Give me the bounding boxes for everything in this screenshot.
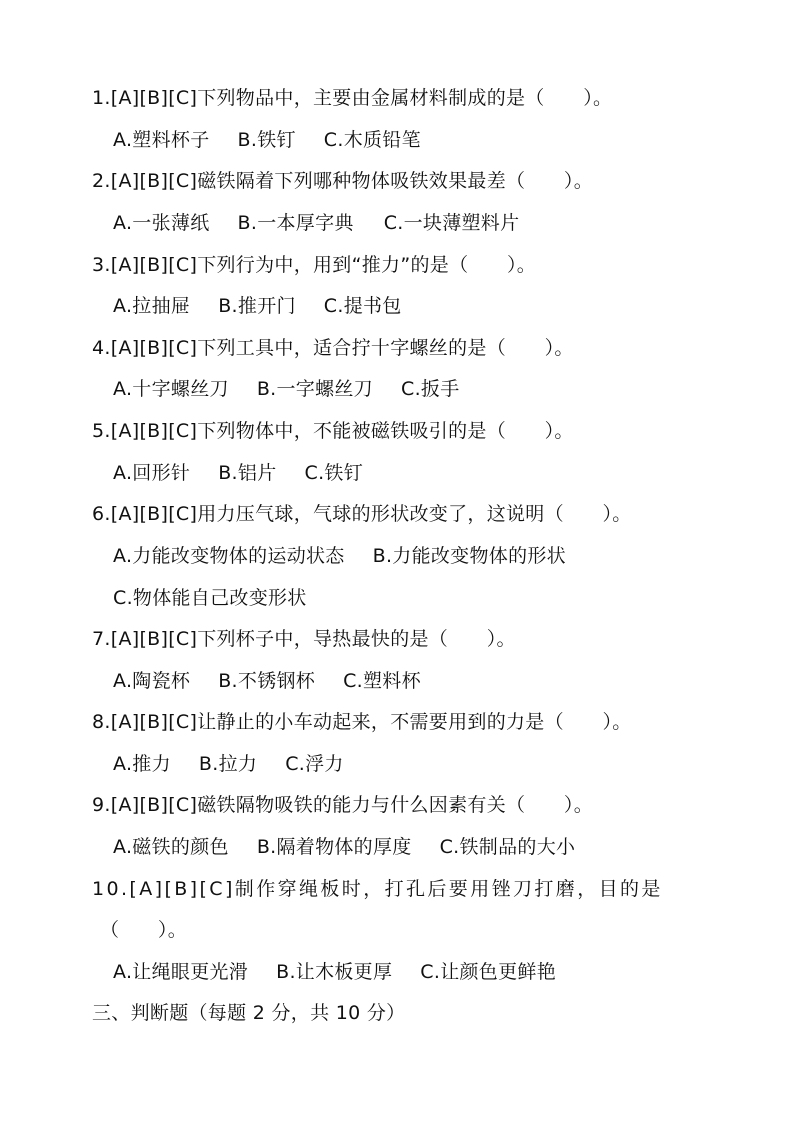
question-6-options-row2 [113, 586, 307, 610]
question-10-stem-continuation: （ ）。 [100, 919, 188, 941]
option-a: A.磁铁的颜色 [113, 836, 229, 858]
option-c: C.扳手 [401, 378, 460, 400]
option-a: A.拉抽屉 [113, 295, 191, 317]
question-6-options-row1 [113, 544, 566, 568]
option-c: C.塑料杯 [343, 670, 421, 692]
option-b: B.让木板更厚 [276, 961, 393, 983]
option-c: C.物体能自己改变形状 [113, 587, 307, 609]
option-c: C.铁制品的大小 [439, 836, 576, 858]
question-5-options [113, 461, 363, 485]
question-7-stem: 7.[A][B][C]下列杯子中，导热最快的是（ ）。 [92, 628, 516, 650]
option-c: C.木质铅笔 [323, 129, 421, 151]
option-b: B.力能改变物体的形状 [372, 545, 566, 567]
question-10-stem: 10.[A][B][C]制作穿绳板时，打孔后要用锉刀打磨，目的是 [92, 878, 663, 900]
option-b: B.铝片 [218, 462, 277, 484]
option-a: A.推力 [113, 753, 171, 775]
option-c: C.一块薄塑料片 [383, 212, 520, 234]
option-a: A.塑料杯子 [113, 129, 210, 151]
question-3-options [113, 294, 402, 318]
question-2-stem: 2.[A][B][C]磁铁隔着下列哪种物体吸铁效果最差（ ）。 [92, 170, 594, 192]
option-a: A.陶瓷杯 [113, 670, 191, 692]
option-c: C.铁钉 [304, 462, 364, 484]
option-b: B.铁钉 [237, 129, 296, 151]
section-heading: 三、判断题（每题 2 分，共 10 分） [92, 1002, 406, 1024]
question-2-options [113, 211, 519, 235]
option-c: C.提书包 [323, 295, 402, 317]
option-b: B.一本厚字典 [237, 212, 354, 234]
question-5-stem: 5.[A][B][C]下列物体中，不能被磁铁吸引的是（ ）。 [92, 420, 574, 442]
option-a: A.回形针 [113, 462, 191, 484]
question-1-stem: 1.[A][B][C]下列物品中，主要由金属材料制成的是（ ）。 [92, 87, 613, 109]
question-4-options [113, 377, 460, 401]
question-9-options [113, 835, 575, 859]
option-b: B.拉力 [198, 753, 258, 775]
question-3-stem: 3.[A][B][C]下列行为中，用到“推力”的是（ ）。 [92, 254, 537, 276]
option-a: A.让绳眼更光滑 [113, 961, 249, 983]
question-8-options [113, 752, 344, 776]
option-a: A.十字螺丝刀 [113, 378, 229, 400]
question-9-stem: 9.[A][B][C]磁铁隔物吸铁的能力与什么因素有关（ ）。 [92, 794, 594, 816]
question-8-stem: 8.[A][B][C]让静止的小车动起来，不需要用到的力是（ ）。 [92, 711, 632, 733]
question-1-options [113, 128, 421, 152]
option-a: A.力能改变物体的运动状态 [113, 545, 345, 567]
question-10-options [113, 960, 556, 984]
option-b: B.不锈钢杯 [218, 670, 316, 692]
option-b: B.推开门 [218, 295, 296, 317]
question-4-stem: 4.[A][B][C]下列工具中，适合拧十字螺丝的是（ ）。 [92, 337, 574, 359]
option-b: B.一字螺丝刀 [256, 378, 373, 400]
option-c: C.浮力 [285, 753, 344, 775]
option-a: A.一张薄纸 [113, 212, 210, 234]
question-6-stem: 6.[A][B][C]用力压气球，气球的形状改变了，这说明（ ）。 [92, 503, 632, 525]
option-b: B.隔着物体的厚度 [256, 836, 412, 858]
question-7-options [113, 669, 421, 693]
option-c: C.让颜色更鲜艳 [420, 961, 557, 983]
